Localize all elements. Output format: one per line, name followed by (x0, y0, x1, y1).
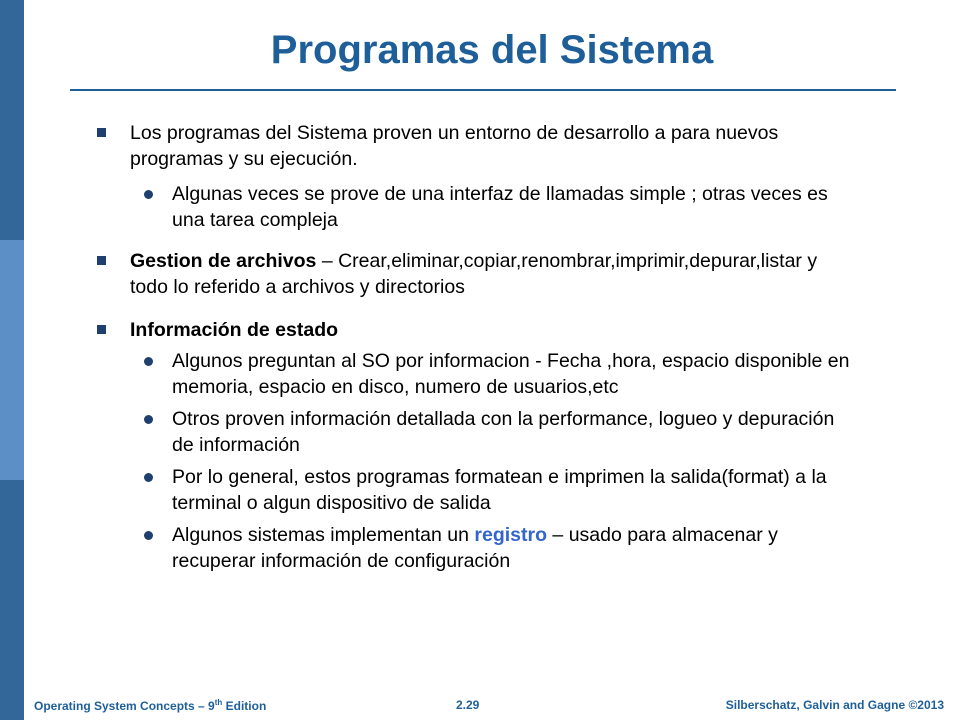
footer-book-title (34, 698, 266, 713)
bullet-text: Los programas del Sistema proven un entorno de desarrollo a para nuevos programas y su ejecución. (130, 122, 779, 170)
bullet-item (96, 120, 856, 172)
sidebar-segment (0, 240, 24, 480)
round-bullet-icon (144, 357, 153, 366)
bullet-text: Algunas veces se prove de una interfaz de llamadas simple ; otras veces es una tarea compleja (172, 183, 828, 231)
sub-bullet-item (96, 406, 856, 458)
bullet-item (96, 248, 856, 300)
sub-bullet-item (96, 181, 856, 233)
round-bullet-icon (144, 473, 153, 482)
slide-number: 2.29 (456, 698, 480, 712)
footer-text: Edition (222, 699, 267, 713)
round-bullet-icon (144, 531, 153, 540)
square-bullet-icon (97, 128, 106, 137)
sidebar-bar (0, 0, 24, 720)
round-bullet-icon (144, 190, 153, 199)
title-divider (70, 89, 896, 91)
slide-content (96, 120, 856, 574)
square-bullet-icon (97, 325, 106, 334)
slide-title: Programas del Sistema (270, 28, 714, 72)
sidebar-segment (0, 0, 24, 240)
round-bullet-icon (144, 415, 153, 424)
footer-superscript: th (214, 698, 223, 707)
footer-text: Operating System Concepts – 9 (34, 699, 215, 713)
square-bullet-icon (97, 256, 106, 265)
bullet-text: Por lo general, estos programas formatean e imprimen la salida(format) a la terminal o algun dispositivo de salida (172, 466, 827, 514)
sub-bullet-item (96, 348, 856, 400)
highlighted-term: registro (474, 524, 548, 546)
sidebar-segment (0, 480, 24, 720)
bullet-text: Algunos sistemas implementan un (172, 524, 475, 546)
sub-bullet-item (96, 522, 856, 574)
bullet-text: – usado para almacenar y recuperar información de configuración (172, 524, 778, 572)
bullet-heading: Gestion de archivos (130, 250, 317, 272)
bullet-heading: Información de estado (130, 319, 339, 341)
bullet-text: Algunos preguntan al SO por informacion - Fecha ,hora, espacio disponible en memoria, espacio en disco, numero de usuarios,etc (172, 350, 850, 398)
bullet-text: Otros proven información detallada con la performance, logueo y depuración de información (172, 408, 835, 456)
sub-bullet-item (96, 464, 856, 516)
bullet-text: – Crear,eliminar,copiar,renombrar,imprimir,depurar,listar y todo lo referido a archivos y directorios (130, 250, 818, 298)
footer-copyright: Silberschatz, Galvin and Gagne ©2013 (725, 698, 944, 712)
bullet-item (96, 317, 856, 343)
